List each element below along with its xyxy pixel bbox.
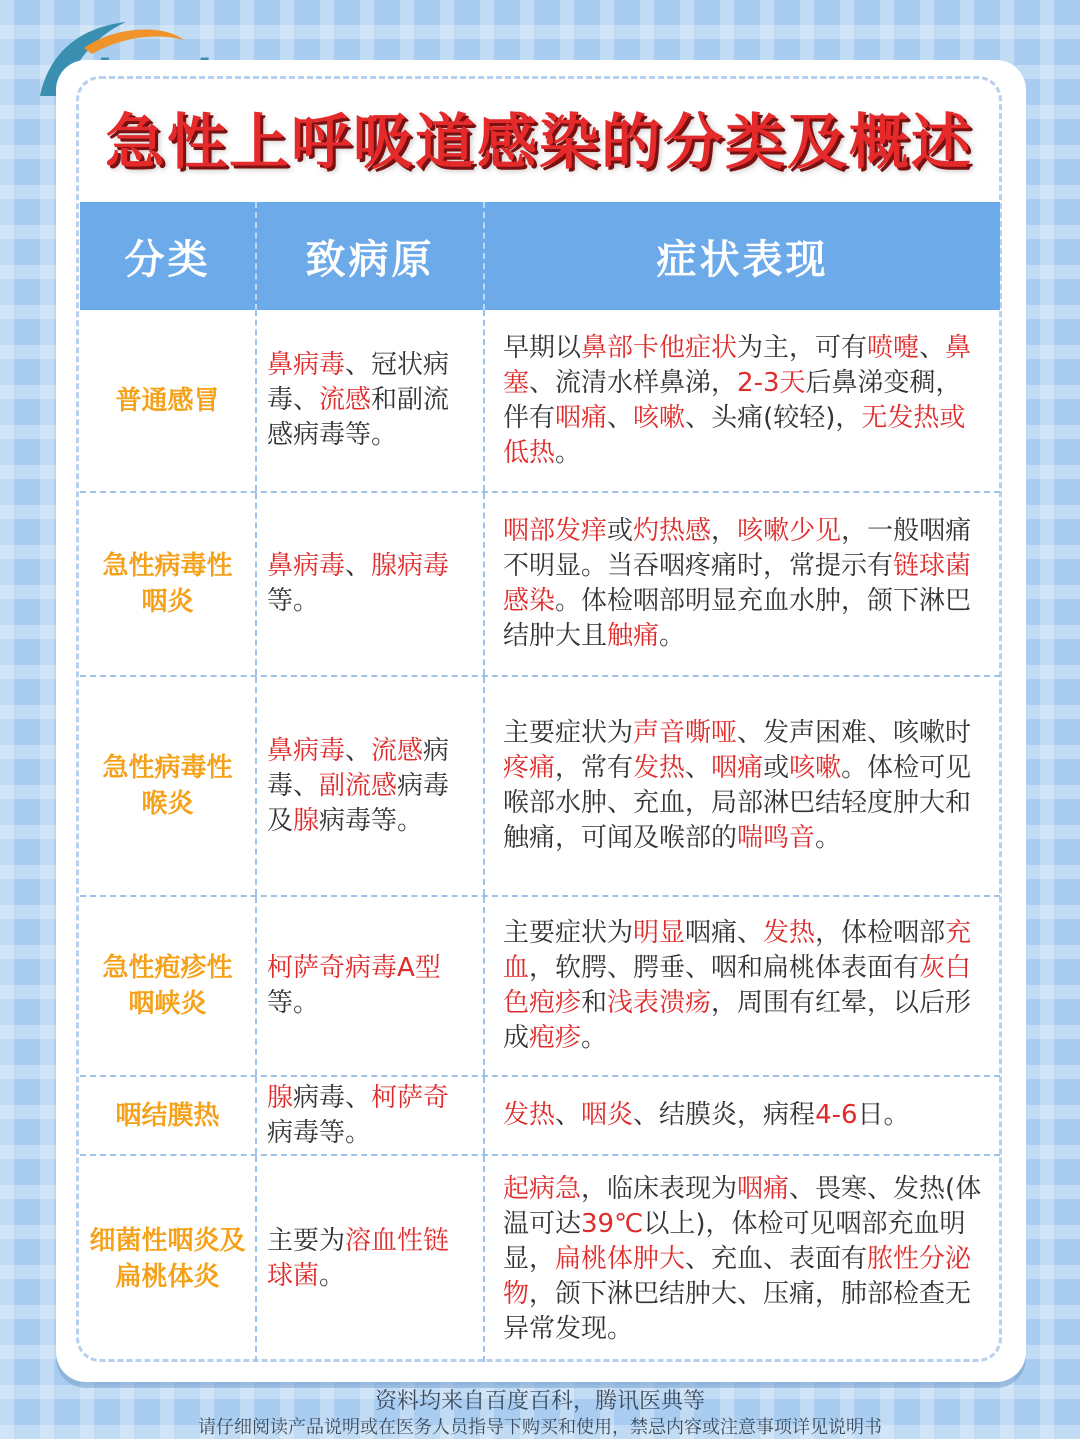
highlighted-text: 鼻病毒 (267, 350, 346, 380)
table-row (80, 677, 1000, 897)
table-body (80, 310, 1000, 1362)
category-cell: 普通感冒 (80, 310, 257, 491)
text-segment: 、头痛(较轻)， (685, 402, 862, 433)
text-segment: 以上)，体检可见咽部充血明显， (503, 1208, 966, 1274)
header-category: 分类 (80, 202, 257, 310)
pathogen-cell (257, 310, 485, 491)
highlighted-text: 脓性分泌物 (503, 1243, 972, 1309)
text-segment: 等。 (267, 586, 320, 616)
text-segment: 早期以 (503, 332, 582, 363)
text-segment: ，颌下淋巴结肿大、压痛，肺部检查无异常发现。 (503, 1278, 972, 1344)
text-segment: 为主，可有 (737, 332, 868, 363)
pathogen-cell (257, 897, 485, 1075)
category-cell: 咽结膜热 (80, 1077, 257, 1154)
highlighted-text: 咽痛 (711, 753, 764, 783)
highlighted-text: 浅表溃疡 (607, 988, 712, 1018)
highlighted-text: 咳嗽 (633, 402, 686, 433)
text-segment: 病毒及 (267, 770, 450, 836)
pathogen-cell (257, 677, 485, 895)
highlighted-text: 流感 (371, 735, 424, 766)
highlighted-text: 腺病毒 (371, 551, 450, 581)
highlighted-text: 灼热感 (633, 516, 712, 546)
highlighted-text: 副流感 (319, 770, 398, 801)
footer-disclaimer: 请仔细阅读产品说明或在医务人员指导下购买和使用，禁忌内容或注意事项详见说明书 (198, 1417, 882, 1438)
symptoms-cell (485, 677, 1000, 895)
text-segment: ， (711, 516, 738, 546)
highlighted-text: 鼻部卡他症状 (581, 332, 738, 363)
text-segment: 、 (345, 551, 372, 581)
highlighted-text: 腺 (267, 1082, 294, 1113)
text-segment: 。 (555, 437, 582, 468)
text-segment: 日。 (857, 1100, 910, 1130)
highlighted-text: 无发热或低热 (503, 402, 966, 468)
symptoms-cell (485, 897, 1000, 1075)
text-segment: ，体检咽部 (815, 918, 946, 948)
highlighted-text: 腺 (293, 805, 320, 836)
text-segment: 、 (919, 332, 946, 363)
text-segment: ，一般咽痛不明显。当吞咽疼痛时，常提示有 (503, 516, 972, 581)
category-cell: 急性病毒性咽炎 (80, 493, 257, 675)
text-segment: 。 (319, 1261, 346, 1291)
text-segment: 主要症状为 (503, 718, 634, 748)
text-segment: 、 (685, 753, 712, 783)
text-segment: 、 (555, 1100, 582, 1130)
highlighted-text: 鼻病毒 (267, 551, 346, 581)
text-segment: ，常有 (555, 753, 634, 783)
text-segment: ，周围有红晕，以后形成 (503, 988, 972, 1053)
text-segment: 、 (345, 735, 372, 766)
text-segment: 、充血、表面有 (685, 1243, 868, 1274)
highlighted-text: 发热 (763, 918, 816, 948)
highlighted-text: 发热 (503, 1100, 556, 1130)
text-segment: 和副流感病毒等。 (267, 385, 450, 450)
table-row (80, 310, 1000, 493)
text-segment: 。 (581, 1023, 608, 1053)
page-title: 急性上呼吸道感染的分类及概述 (105, 108, 973, 178)
text-segment: ，软腭、腭垂、咽和扁桃体表面有 (529, 953, 920, 983)
highlighted-text: 39℃ (581, 1208, 644, 1239)
highlighted-text: 发热 (633, 753, 686, 783)
pathogen-cell (257, 1156, 485, 1362)
symptoms-cell (485, 310, 1000, 491)
text-segment: 主要症状为 (503, 918, 634, 948)
highlighted-text: 溶血性链球菌 (267, 1226, 450, 1291)
highlighted-text: 咽痛 (555, 402, 608, 433)
highlighted-text: 柯萨奇病毒A型 (267, 953, 441, 983)
highlighted-text: 充血 (503, 918, 972, 983)
header-pathogen: 致病原 (257, 202, 485, 310)
text-segment: 或 (607, 516, 634, 546)
pathogen-cell (257, 1077, 485, 1154)
highlighted-text: 疼痛 (503, 753, 556, 783)
text-segment: 病毒等。 (267, 1117, 372, 1148)
highlighted-text: 喘鸣音 (737, 823, 816, 853)
symptoms-cell (485, 1077, 1000, 1154)
text-segment: 。体检咽部明显充血水肿，颌下淋巴结肿大且 (503, 586, 972, 651)
highlighted-text: 链球菌感染 (503, 551, 972, 616)
highlighted-text: 鼻塞 (503, 332, 972, 398)
text-segment: ，临床表现为 (581, 1173, 738, 1204)
highlighted-text: 咽炎 (581, 1100, 634, 1130)
highlighted-text: 喷嚏 (867, 332, 920, 363)
category-cell: 急性疱疹性咽峡炎 (80, 897, 257, 1075)
text-segment: 。 (815, 823, 842, 853)
highlighted-text: 柯萨奇 (371, 1082, 450, 1113)
highlighted-text: 咳嗽少见 (737, 516, 842, 546)
highlighted-text: 咽痛 (737, 1173, 790, 1204)
highlighted-text: 起病急 (503, 1173, 582, 1204)
text-segment: 、结膜炎，病程 (633, 1100, 816, 1130)
footer-source: 资料均来自百度百科，腾讯医典等 (374, 1389, 705, 1414)
symptoms-cell (485, 493, 1000, 675)
table-row (80, 897, 1000, 1077)
text-segment: 主要为 (267, 1226, 346, 1256)
highlighted-text: 4-6 (815, 1100, 858, 1130)
text-segment: 。 (659, 621, 686, 651)
highlighted-text: 灰白色疱疹 (503, 953, 972, 1018)
text-segment: 。体检可见喉部水肿、充血，局部淋巴结轻度肿大和触痛，可闻及喉部的 (503, 753, 972, 853)
text-segment: 等。 (267, 988, 320, 1018)
highlighted-text: 声音嘶哑 (633, 718, 738, 748)
highlighted-text: 鼻病毒 (267, 735, 346, 766)
highlighted-text: 咳嗽 (789, 753, 842, 783)
pathogen-cell (257, 493, 485, 675)
highlighted-text: 扁桃体肿大 (555, 1243, 686, 1274)
highlighted-text: 疱疹 (529, 1023, 582, 1053)
table-row (80, 1077, 1000, 1156)
text-segment: 、发声困难、咳嗽时 (737, 718, 972, 748)
text-segment: 病毒等。 (319, 805, 424, 836)
text-segment: 病毒、 (293, 1082, 372, 1113)
text-segment: 、 (607, 402, 634, 433)
table-row (80, 1156, 1000, 1362)
category-cell: 细菌性咽炎及扁桃体炎 (80, 1156, 257, 1362)
table-row (80, 493, 1000, 677)
highlighted-text: 咽部发痒 (503, 516, 608, 546)
text-segment: 、流清水样鼻涕， (529, 367, 738, 398)
text-segment: 或 (763, 753, 790, 783)
header-symptoms: 症状表现 (656, 236, 829, 283)
text-segment: 病毒、 (267, 735, 450, 801)
highlighted-text: 流感 (319, 385, 372, 415)
text-segment: 后鼻涕变稠，伴有 (503, 367, 962, 433)
category-cell: 急性病毒性喉炎 (80, 677, 257, 895)
text-segment: 、畏寒、发热(体温可达 (503, 1173, 982, 1239)
highlighted-text: 2-3天 (737, 367, 806, 398)
symptoms-cell (485, 1156, 1000, 1362)
highlighted-text: 明显 (633, 918, 686, 948)
table-header (80, 202, 1000, 310)
text-segment: 咽痛、 (685, 918, 764, 948)
text-segment: 和 (581, 988, 608, 1018)
highlighted-text: 触痛 (607, 621, 660, 651)
text-segment: 、冠状病毒、 (267, 350, 450, 415)
